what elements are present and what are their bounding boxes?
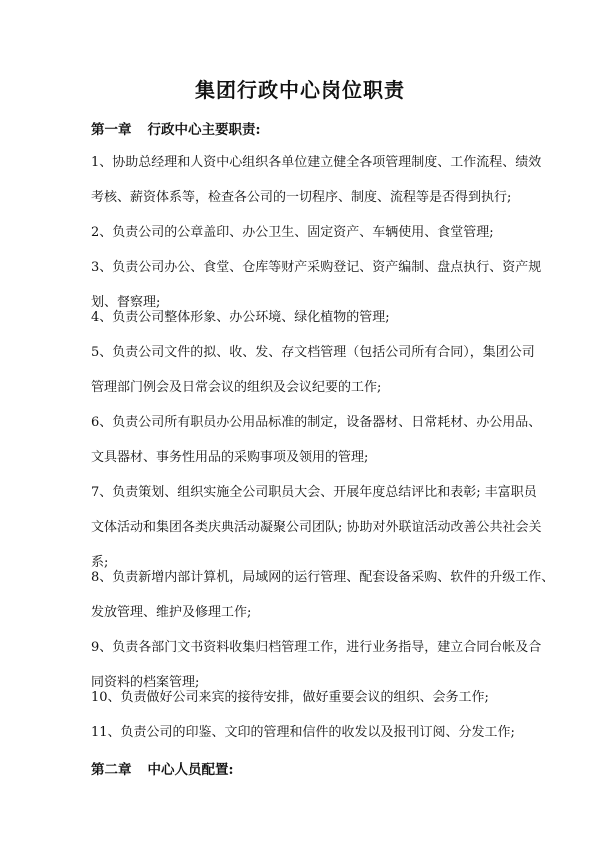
chapter-2-title: 中心人员配置:: [147, 762, 234, 778]
duty-item-7-line-1: 7、负责策划、组织实施全公司职员大会、开展年度总结评比和表彰; 丰富职员: [91, 485, 537, 500]
duty-item-3-line-2: 划、督察理;: [91, 295, 161, 310]
duty-item-8: [91, 568, 555, 623]
chapter-2-heading: [91, 760, 233, 780]
document-title: 集团行政中心岗位职责: [195, 78, 405, 102]
duty-item-7-line-2: 文体活动和集团各类庆典活动凝聚公司团队; 协助对外联谊活动改善公共社会关: [91, 520, 542, 535]
duty-item-3-line-1: 3、负责公司办公、食堂、仓库等财产采购登记、资产编制、盘点执行、资产规: [91, 260, 542, 275]
duty-item-11: [91, 723, 515, 743]
duty-item-9: [91, 638, 542, 693]
duty-item-4-line-1: 4、负责公司整体形象、办公环境、绿化植物的管理;: [91, 310, 390, 325]
duty-item-5-line-2: 管理部门例会及日常会议的组织及会议纪要的工作;: [91, 380, 382, 395]
duty-item-4: [91, 308, 515, 328]
duty-item-6: [91, 413, 542, 468]
duty-item-2: [91, 223, 515, 243]
duty-item-10-line-1: 10、负责做好公司来宾的接待安排，做好重要会议的组织、会务工作;: [91, 690, 489, 705]
duty-item-1-line-1: 1、协助总经理和人资中心组织各单位建立健全各项管理制度、工作流程、绩效: [91, 155, 542, 170]
duty-item-6-line-2: 文具器材、事务性用品的采购事项及领用的管理;: [91, 450, 369, 465]
duty-item-1: [91, 153, 542, 208]
duty-item-9-line-1: 9、负责各部门文书资料收集归档管理工作，进行业务指导，建立合同台帐及合: [91, 640, 542, 655]
duty-item-7: [91, 483, 542, 573]
chapter-1-title: 行政中心主要职责:: [147, 122, 261, 138]
duty-item-10: [91, 688, 515, 708]
chapter-1-label: 第一章: [91, 122, 132, 138]
duty-item-8-line-1: 8、负责新增内部计算机，局域网的运行管理、配套设备采购、软件的升级工作、: [91, 570, 555, 585]
duty-item-5-line-1: 5、负责公司文件的拟、收、发、存文档管理（包括公司所有合同），集团公司: [91, 345, 535, 360]
duty-item-5: [91, 343, 535, 398]
duty-item-1-line-2: 考核、薪资体系等，检查各公司的一切程序、制度、流程等是否得到执行;: [91, 190, 512, 205]
chapter-2-label: 第二章: [91, 762, 132, 778]
duty-item-3: [91, 258, 542, 313]
duty-item-7-line-3: 系;: [91, 555, 109, 570]
duty-item-6-line-1: 6、负责公司所有职员办公用品标准的制定，设备器材、日常耗材、办公用品、: [91, 415, 542, 430]
duty-item-2-line-1: 2、负责公司的公章盖印、办公卫生、固定资产、车辆使用、食堂管理;: [91, 225, 494, 240]
duty-item-11-line-1: 11、负责公司的印鉴、文印的管理和信件的收发以及报刊订阅、分发工作;: [91, 725, 515, 740]
chapter-1-heading: [91, 120, 260, 140]
duty-item-8-line-2: 发放管理、维护及修理工作;: [91, 605, 252, 620]
duty-item-9-line-2: 同资料的档案管理;: [91, 675, 200, 690]
